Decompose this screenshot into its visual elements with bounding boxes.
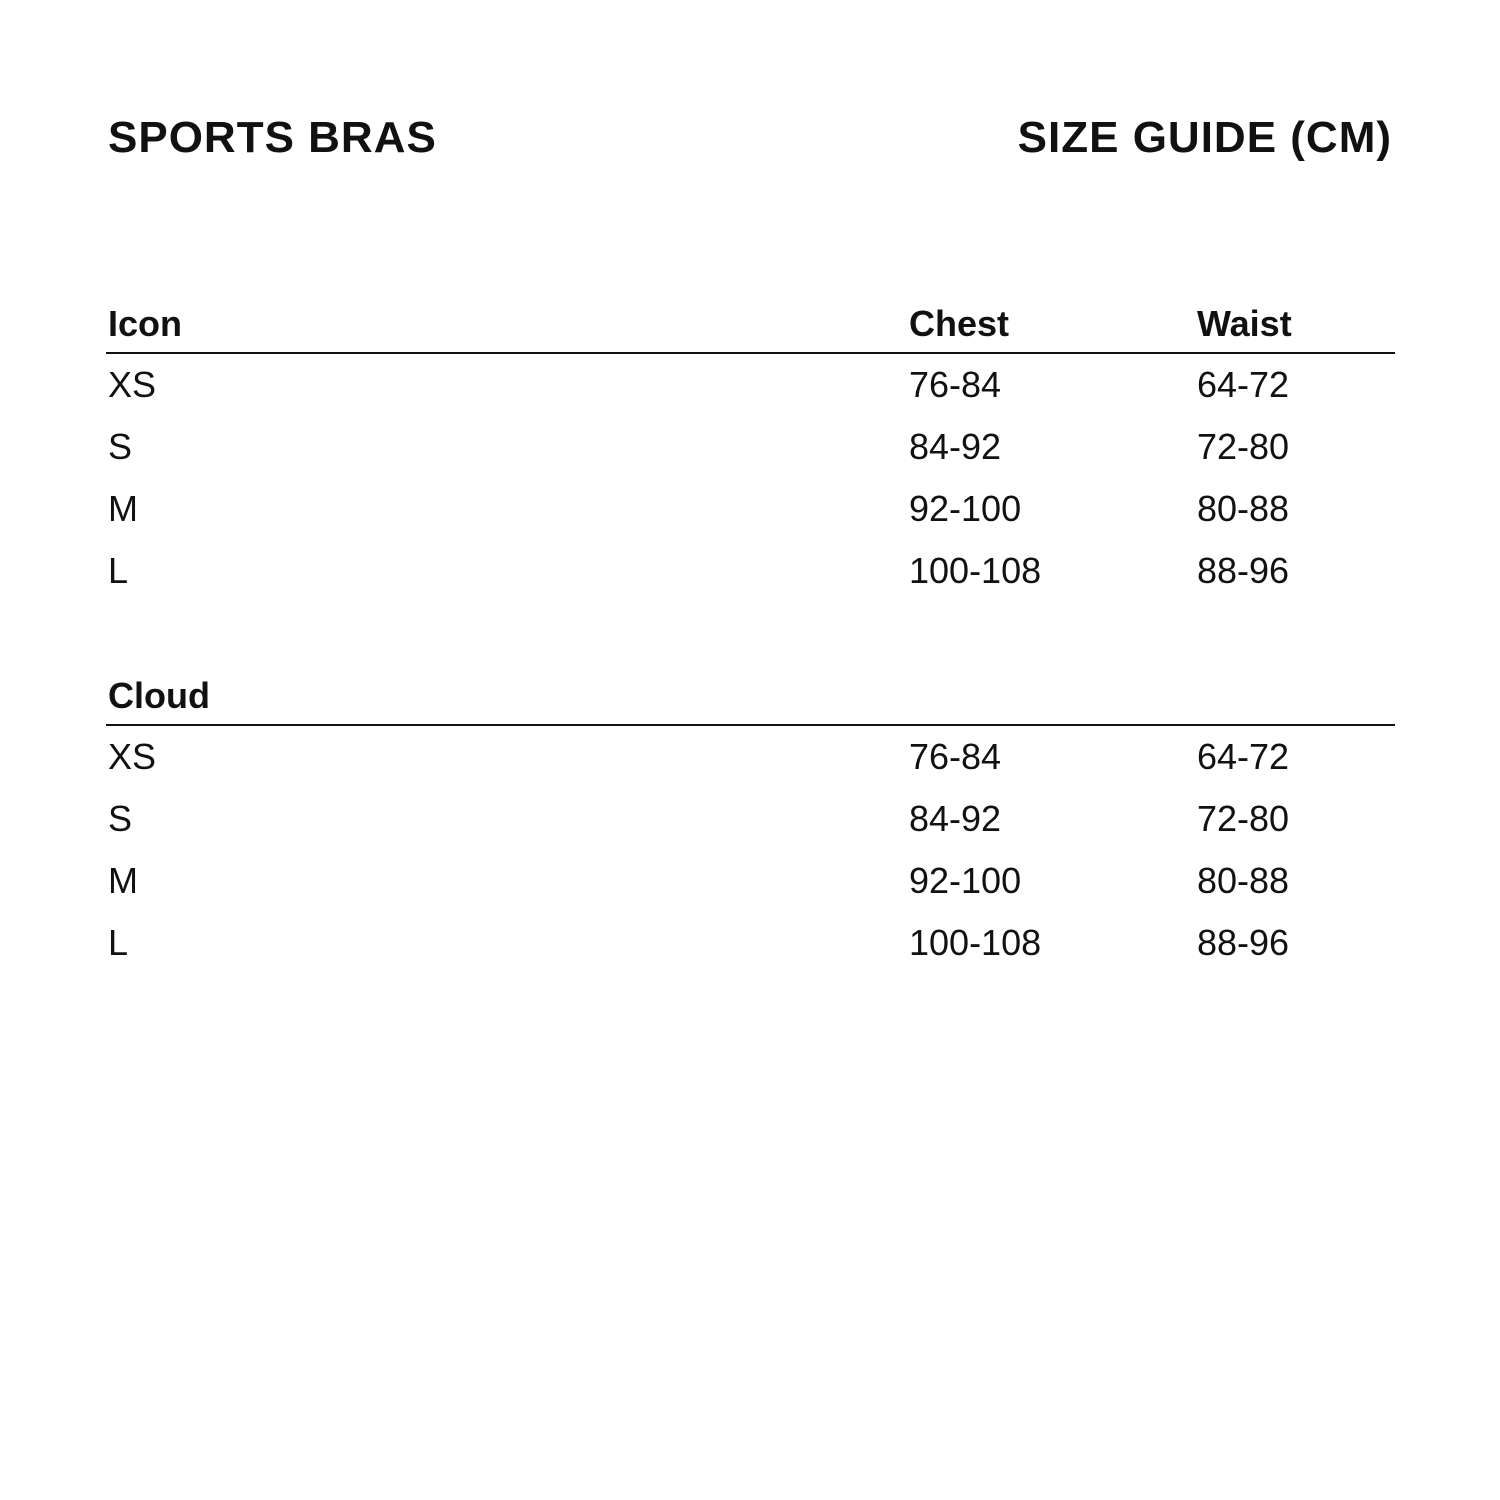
size-cell: M [108, 488, 138, 529]
size-table-icon [106, 300, 1395, 602]
size-cell: L [108, 922, 129, 963]
chest-cell: 84-92 [909, 798, 1002, 839]
page-subtitle: SIZE GUIDE (CM) [1017, 113, 1392, 162]
size-cell: S [108, 426, 133, 467]
table-header-row [106, 300, 1395, 354]
table-header-row [106, 672, 1395, 726]
chest-cell: 92-100 [909, 860, 1022, 901]
chest-cell: 92-100 [909, 488, 1022, 529]
chest-cell: 100-108 [909, 922, 1042, 963]
chest-cell: 100-108 [909, 550, 1042, 591]
waist-cell: 88-96 [1197, 550, 1290, 591]
waist-cell: 64-72 [1197, 736, 1290, 777]
waist-cell: 80-88 [1197, 860, 1290, 901]
size-cell: S [108, 798, 133, 839]
table-row [106, 726, 1395, 788]
waist-cell: 72-80 [1197, 426, 1290, 467]
waist-cell: 80-88 [1197, 488, 1290, 529]
size-cell: XS [108, 364, 157, 405]
chest-cell: 76-84 [909, 736, 1002, 777]
waist-cell: 88-96 [1197, 922, 1290, 963]
size-cell: L [108, 550, 129, 591]
table-row [106, 478, 1395, 540]
waist-cell: 64-72 [1197, 364, 1290, 405]
table-row [106, 912, 1395, 974]
table-row [106, 354, 1395, 416]
size-table-cloud [106, 672, 1395, 974]
table-row [106, 540, 1395, 602]
size-cell: XS [108, 736, 157, 777]
page-title: SPORTS BRAS [108, 113, 437, 162]
table-row [106, 416, 1395, 478]
column-header-waist: Waist [1197, 303, 1292, 344]
table-row [106, 850, 1395, 912]
size-cell: M [108, 860, 138, 901]
table-row [106, 788, 1395, 850]
waist-cell: 72-80 [1197, 798, 1290, 839]
chest-cell: 76-84 [909, 364, 1002, 405]
column-header-chest: Chest [909, 303, 1010, 344]
section-name: Cloud [108, 675, 210, 716]
chest-cell: 84-92 [909, 426, 1002, 467]
section-name: Icon [108, 303, 183, 344]
